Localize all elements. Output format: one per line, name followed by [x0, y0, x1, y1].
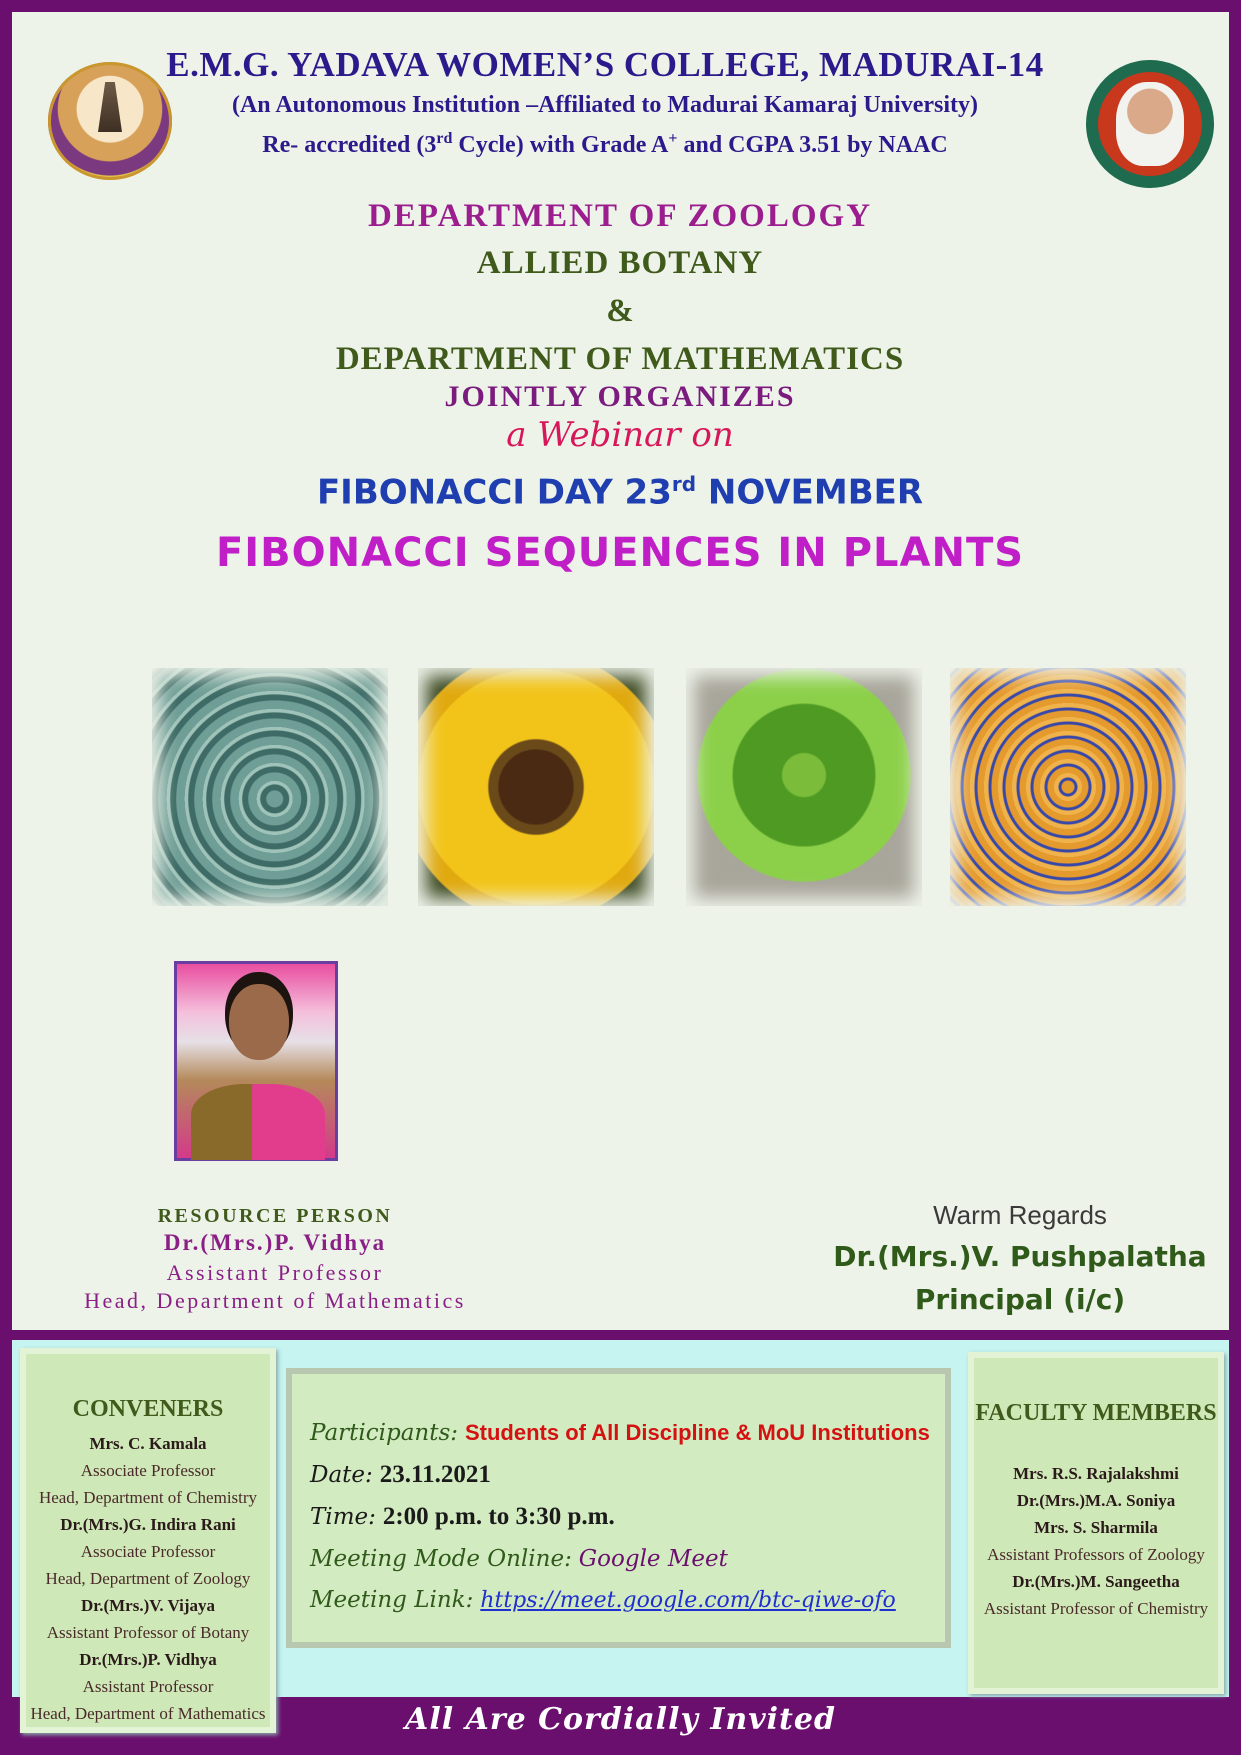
faculty-heading: FACULTY MEMBERS — [975, 1400, 1217, 1426]
cordially-invited: All Are Cordially Invited — [405, 1702, 836, 1737]
member-name: Mrs. R.S. Rajalakshmi — [1013, 1464, 1179, 1483]
leaf-rosette-image — [686, 668, 922, 906]
succulent-spiral-image — [152, 668, 388, 906]
time-value: 2:00 p.m. to 3:30 p.m. — [382, 1503, 615, 1530]
fibonacci-day: FIBONACCI DAY 23rd NOVEMBER — [316, 472, 924, 513]
ampersand: & — [606, 293, 634, 329]
dept-zoology: DEPARTMENT OF ZOOLOGY — [367, 198, 873, 234]
dept-mathematics: DEPARTMENT OF MATHEMATICS — [335, 341, 905, 377]
resource-person-department: Head, Department of Mathematics — [84, 1288, 466, 1313]
principal-name: Dr.(Mrs.)V. Pushpalatha — [833, 1240, 1207, 1273]
member-name: Dr.(Mrs.)G. Indira Rani — [60, 1515, 236, 1534]
allied-botany: ALLIED BOTANY — [476, 245, 764, 281]
accreditation: Re- accredited (3rd Cycle) with Grade A+ and CGPA 3.51 by NAAC — [262, 130, 948, 158]
member-name: Mrs. S. Sharmila — [1034, 1518, 1158, 1537]
member-name: Dr.(Mrs.)M.A. Soniya — [1016, 1491, 1176, 1510]
jointly-organizes: JOINTLY ORGANIZES — [444, 380, 796, 413]
resource-person-name: Dr.(Mrs.)P. Vidhya — [163, 1230, 387, 1255]
member-designation: Assistant Professor of Chemistry — [983, 1599, 1209, 1618]
meeting-mode-row — [310, 1544, 728, 1573]
warm-regards: Warm Regards — [933, 1200, 1107, 1230]
participants-label: Participants: — [310, 1420, 459, 1446]
date-value: 23.11.2021 — [379, 1461, 491, 1488]
member-name: Dr.(Mrs.)V. Vijaya — [80, 1596, 216, 1615]
date-row — [310, 1460, 491, 1489]
webinar-title: FIBONACCI SEQUENCES IN PLANTS — [215, 530, 1025, 576]
temple-tower-icon — [98, 82, 122, 132]
participants-row — [310, 1418, 930, 1447]
resource-person-label: RESOURCE PERSON — [157, 1205, 393, 1227]
webinar-label: a Webinar on — [506, 415, 734, 455]
meeting-mode-label: Meeting Mode Online: — [310, 1546, 572, 1572]
meeting-link-row — [310, 1585, 896, 1614]
faculty-list — [968, 1460, 1224, 1622]
member-designation: Head, Department of Zoology — [45, 1569, 251, 1588]
meeting-link-label: Meeting Link: — [310, 1587, 474, 1613]
founder-photo — [1116, 82, 1184, 166]
principal-title: Principal (i/c) — [914, 1283, 1126, 1316]
member-name: Mrs. C. Kamala — [89, 1434, 207, 1453]
seed-head-pattern-image — [950, 668, 1186, 906]
member-designation: Assistant Professor — [82, 1677, 214, 1696]
meeting-mode-value: Google Meet — [578, 1546, 728, 1572]
resource-person-designation: Assistant Professor — [166, 1260, 384, 1285]
member-designation: Head, Department of Mathematics — [30, 1704, 266, 1723]
time-label: Time: — [310, 1504, 376, 1530]
member-designation: Head, Department of Chemistry — [38, 1488, 258, 1507]
member-designation: Associate Professor — [80, 1461, 216, 1480]
time-row — [310, 1502, 615, 1531]
founder-portrait-logo — [1086, 60, 1214, 188]
member-name: Dr.(Mrs.)M. Sangeetha — [1012, 1572, 1180, 1591]
resource-person-photo — [174, 961, 338, 1161]
date-label: Date: — [310, 1462, 373, 1488]
conveners-heading: CONVENERS — [72, 1396, 224, 1422]
member-designation: Associate Professor — [80, 1542, 216, 1561]
college-name: E.M.G. YADAVA WOMEN’S COLLEGE, MADURAI-14 — [166, 45, 1044, 84]
affiliation: (An Autonomous Institution –Affiliated to Madurai Kamaraj University) — [231, 92, 978, 118]
participants-value: Students of All Discipline & MoU Institutions — [464, 1420, 930, 1445]
meeting-link[interactable]: https://meet.google.com/btc-qiwe-ofo — [480, 1588, 896, 1613]
conveners-list — [20, 1430, 276, 1727]
member-name: Dr.(Mrs.)P. Vidhya — [79, 1650, 217, 1669]
member-designation: Assistant Professors of Zoology — [987, 1545, 1205, 1564]
sunflower-image — [418, 668, 654, 906]
member-designation: Assistant Professor of Botany — [46, 1623, 250, 1642]
